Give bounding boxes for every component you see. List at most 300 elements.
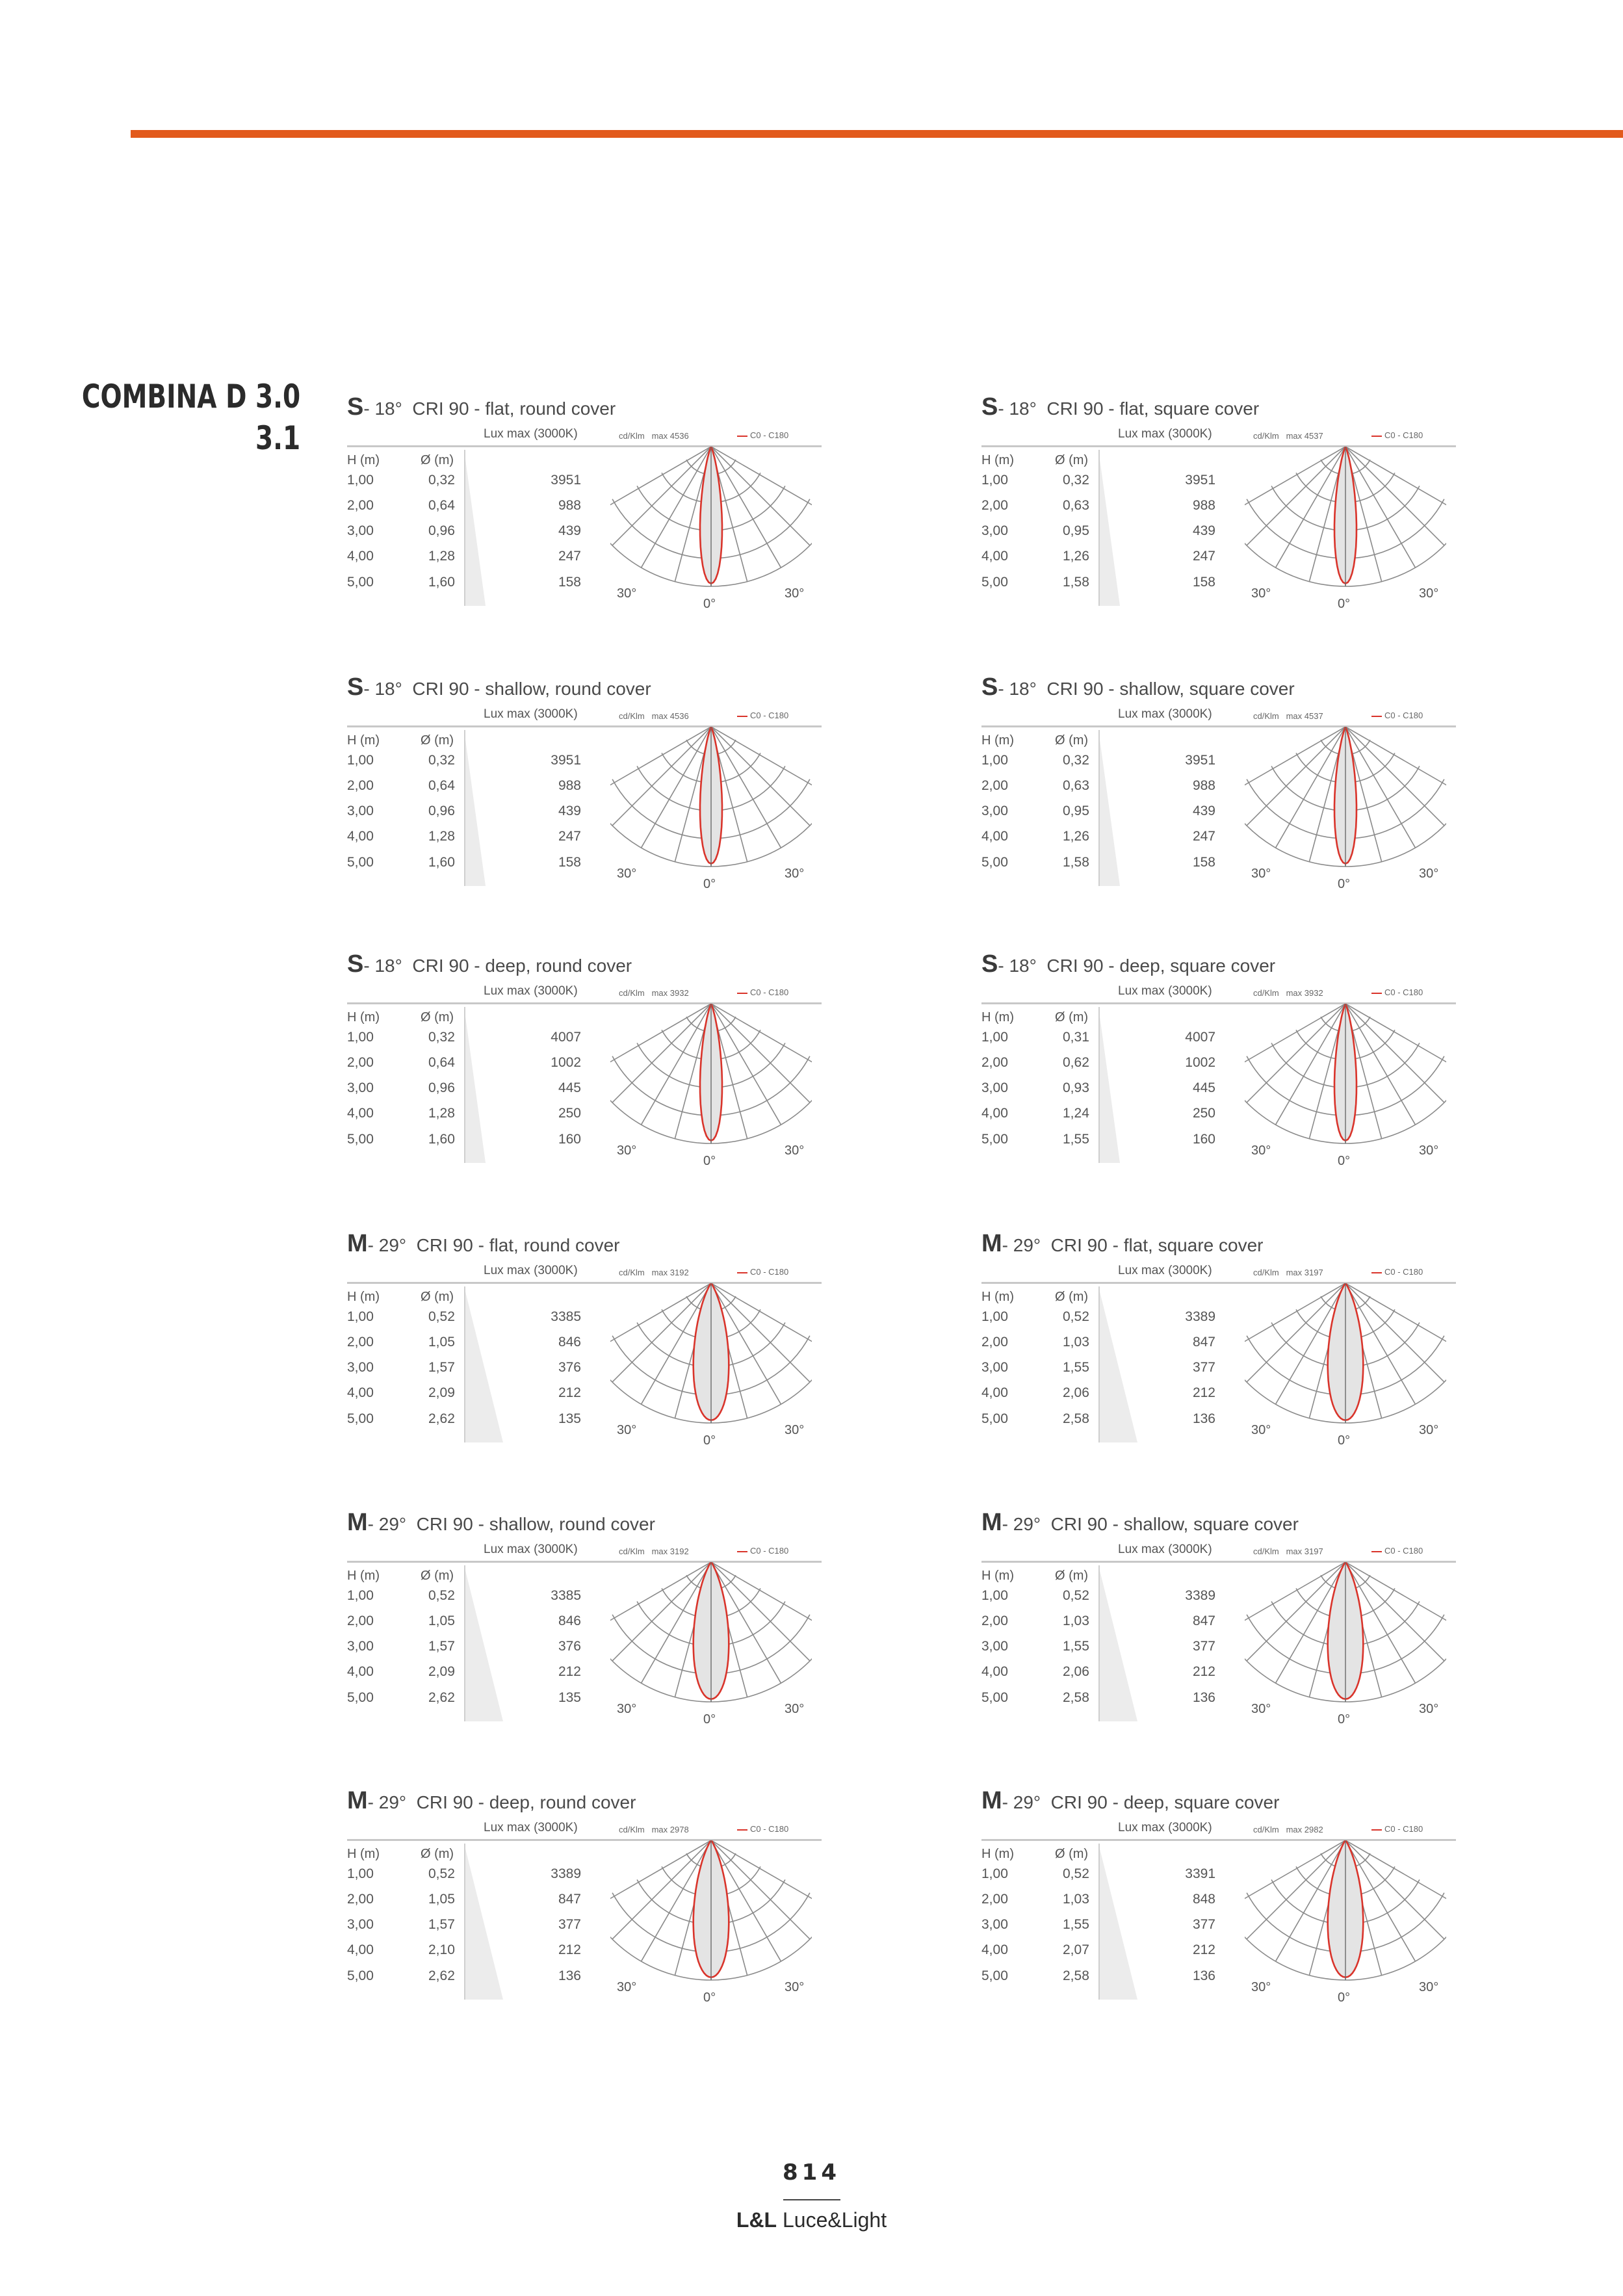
cd-max-value: max 4536 [651,711,689,721]
polar-grid-radial [610,447,711,517]
panel-description: CRI 90 - flat, square cover [1046,398,1260,419]
lux-value: 158 [1192,575,1215,590]
table-row [347,1360,581,1378]
candela-info [619,988,689,998]
height-value: 3,00 [347,803,374,818]
lux-value: 4007 [551,1030,581,1045]
height-value: 1,00 [347,753,374,768]
table-row [981,829,1215,847]
diameter-value: 1,55 [1063,1132,1089,1147]
table-row [981,1690,1215,1708]
angle-label-right: 30° [785,586,805,601]
diameter-value: 2,06 [1063,1385,1089,1400]
photometric-panel [981,1230,1456,1444]
polar-grid-radial [1247,1004,1345,1102]
lux-value: 848 [1192,1892,1215,1907]
photometric-panel [347,1509,822,1723]
angle-label-right: 30° [785,1980,805,1994]
beam-angle: - 29° [1002,1792,1041,1812]
table-row [981,803,1215,822]
beam-angle: - 29° [367,1514,407,1534]
cd-max-value: max 3932 [1286,988,1323,998]
lux-value: 3951 [551,753,581,768]
lux-value: 250 [558,1106,581,1121]
height-value: 3,00 [347,1639,374,1654]
table-row [347,1588,581,1606]
candela-info [1253,1268,1323,1277]
panel-description: CRI 90 - shallow, square cover [1050,1514,1299,1534]
diameter-value: 2,62 [428,1690,455,1705]
diameter-column-header: Ø (m) [421,453,454,467]
table-row [981,855,1215,873]
legend-swatch [1371,993,1382,994]
beam-size: M [347,1230,368,1257]
lux-value: 377 [1192,1917,1215,1932]
table-row [981,1968,1215,1987]
diameter-value: 0,64 [428,778,455,793]
height-value: 4,00 [347,829,374,844]
candela-info [619,1268,689,1277]
polar-grid-radial [711,447,812,517]
legend-swatch [737,1272,747,1273]
lux-max-header: Lux max (3000K) [484,1821,578,1834]
lux-value: 988 [1192,498,1215,513]
height-value: 5,00 [347,1411,374,1426]
beam-size: M [981,1787,1002,1814]
polar-grid-radial [1247,727,1345,826]
height-value: 5,00 [981,575,1008,590]
angle-label-right: 30° [1419,1143,1439,1158]
polar-grid-radial [1345,1004,1444,1102]
angle-label-zero: 0° [703,877,716,889]
height-value: 5,00 [347,575,374,590]
lux-value: 212 [1192,1385,1215,1400]
legend-swatch [1371,436,1382,437]
lux-value: 160 [558,1132,581,1147]
cdklm-unit: cd/Klm [619,988,645,998]
brand-logo-text: L&L [736,2208,777,2232]
diameter-value: 2,58 [1063,1411,1089,1426]
height-column-header: H (m) [347,1569,380,1583]
beam-angle: - 18° [363,398,402,419]
angle-label-left: 30° [617,1702,637,1716]
legend-label: C0 - C180 [750,1267,789,1277]
panel-title [981,950,1275,978]
table-row [347,575,581,593]
lux-value: 439 [558,803,581,818]
lux-max-header: Lux max (3000K) [484,1543,578,1556]
lux-value: 212 [1192,1942,1215,1957]
lux-value: 212 [558,1664,581,1679]
angle-label-right: 30° [1419,1702,1439,1716]
angle-label-zero: 0° [703,1990,716,2003]
table-row [347,549,581,567]
lux-value: 445 [558,1080,581,1095]
cdklm-unit: cd/Klm [619,1268,645,1277]
lux-value: 846 [558,1613,581,1628]
table-row [347,1690,581,1708]
accent-bar [131,130,1623,138]
legend-label: C0 - C180 [750,1546,789,1556]
height-value: 3,00 [347,1080,374,1095]
height-value: 2,00 [981,778,1008,793]
lux-value: 1002 [551,1055,581,1070]
table-row [347,1411,581,1429]
table-row [347,753,581,771]
height-value: 3,00 [347,523,374,538]
legend-swatch [737,716,747,717]
height-value: 1,00 [347,1588,374,1603]
polar-diagram [610,727,812,889]
table-row [347,523,581,541]
height-value: 2,00 [347,1055,374,1070]
table-row [981,575,1215,593]
polar-grid-radial [612,1004,711,1102]
diameter-value: 1,28 [428,549,455,564]
curve-legend [1371,1824,1423,1834]
table-row [981,498,1215,516]
curve-legend [737,1824,788,1834]
legend-swatch [1371,1272,1382,1273]
polar-diagram [1245,1562,1446,1725]
angle-label-left: 30° [1251,1980,1271,1994]
angle-label-right: 30° [785,1143,805,1158]
table-row [347,1335,581,1353]
polar-grid-radial [612,447,711,545]
diameter-value: 1,60 [428,575,455,590]
angle-label-left: 30° [1251,1702,1271,1716]
lux-value: 135 [558,1690,581,1705]
lux-value: 377 [1192,1360,1215,1375]
angle-label-zero: 0° [703,1154,716,1166]
candela-info [1253,1825,1323,1834]
height-value: 3,00 [347,1917,374,1932]
diameter-column-header: Ø (m) [1055,1010,1089,1024]
legend-swatch [737,1551,747,1552]
table-row [347,1309,581,1327]
curve-legend [1371,987,1423,997]
footer-divider [783,2199,840,2200]
diameter-value: 1,55 [1063,1639,1089,1654]
beam-size: M [347,1787,368,1814]
lux-value: 847 [558,1892,581,1907]
table-row [981,1080,1215,1099]
panel-description: CRI 90 - deep, square cover [1050,1792,1280,1812]
diameter-value: 0,32 [1063,473,1089,488]
height-value: 2,00 [347,1892,374,1907]
cdklm-unit: cd/Klm [1253,988,1279,998]
height-value: 2,00 [347,1613,374,1628]
height-value: 1,00 [347,1030,374,1045]
polar-grid-radial [711,447,810,545]
polar-grid-radial [610,727,711,797]
beam-angle: - 29° [367,1235,407,1255]
cd-max-value: max 4537 [1286,431,1323,441]
photometric-panel [981,1787,1456,2002]
height-value: 4,00 [981,1385,1008,1400]
lux-value: 3389 [1185,1309,1215,1324]
table-row [347,1942,581,1961]
lux-max-header: Lux max (3000K) [1118,1821,1212,1834]
legend-label: C0 - C180 [750,430,789,440]
legend-swatch [737,993,747,994]
height-value: 5,00 [347,1968,374,1983]
height-value: 4,00 [347,1942,374,1957]
table-row [347,778,581,796]
diameter-column-header: Ø (m) [1055,453,1089,467]
panel-title [347,1509,655,1537]
polar-grid-radial [711,1004,812,1074]
angle-label-right: 30° [1419,1980,1439,1994]
lux-max-header: Lux max (3000K) [484,707,578,721]
cdklm-unit: cd/Klm [1253,1268,1279,1277]
height-value: 3,00 [981,1080,1008,1095]
table-row [981,1309,1215,1327]
diameter-value: 0,96 [428,803,455,818]
table-row [347,1664,581,1682]
angle-label-left: 30° [617,1980,637,1994]
height-value: 5,00 [347,1690,374,1705]
polar-grid-radial [1345,727,1444,826]
diameter-value: 0,64 [428,498,455,513]
height-value: 1,00 [981,1866,1008,1881]
lux-value: 3385 [551,1588,581,1603]
diameter-column-header: Ø (m) [1055,1847,1089,1861]
diameter-value: 0,95 [1063,523,1089,538]
height-value: 5,00 [347,855,374,870]
polar-grid-radial [1245,447,1345,517]
curve-legend [737,1267,788,1277]
table-row [347,829,581,847]
diameter-value: 1,05 [428,1335,455,1350]
height-value: 4,00 [981,829,1008,844]
table-row [981,1335,1215,1353]
height-value: 5,00 [981,1690,1008,1705]
diameter-value: 1,57 [428,1639,455,1654]
diameter-value: 1,60 [428,855,455,870]
panel-title [981,1509,1299,1537]
beam-angle: - 18° [998,679,1037,699]
legend-label: C0 - C180 [750,987,789,997]
photometric-panel [347,393,822,608]
curve-legend [737,711,788,720]
lux-value: 3389 [551,1866,581,1881]
lux-value: 3951 [1185,473,1215,488]
curve-legend [1371,711,1423,720]
height-value: 1,00 [981,1309,1008,1324]
cdklm-unit: cd/Klm [1253,711,1279,721]
height-value: 5,00 [981,1968,1008,1983]
diameter-value: 1,58 [1063,855,1089,870]
lux-max-header: Lux max (3000K) [1118,1264,1212,1277]
lux-value: 376 [558,1639,581,1654]
lux-value: 377 [558,1917,581,1932]
height-value: 1,00 [347,1866,374,1881]
table-row [347,1106,581,1124]
diameter-value: 1,57 [428,1360,455,1375]
table-row [347,803,581,822]
lux-max-header: Lux max (3000K) [484,1264,578,1277]
legend-label: C0 - C180 [1384,430,1423,440]
angle-label-left: 30° [1251,1423,1271,1437]
legend-swatch [1371,1551,1382,1552]
diameter-value: 1,03 [1063,1335,1089,1350]
lux-value: 212 [1192,1664,1215,1679]
beam-angle: - 29° [367,1792,407,1812]
table-row [981,1866,1215,1885]
height-column-header: H (m) [347,453,380,467]
lux-value: 136 [1192,1690,1215,1705]
height-value: 1,00 [981,753,1008,768]
table-row [347,498,581,516]
candela-info [1253,711,1323,721]
beam-size: S [981,950,998,978]
height-column-header: H (m) [347,733,380,748]
angle-label-right: 30° [1419,867,1439,881]
lux-value: 377 [1192,1639,1215,1654]
table-row [347,1892,581,1910]
curve-legend [737,430,788,440]
curve-legend [1371,430,1423,440]
angle-label-right: 30° [785,867,805,881]
angle-label-zero: 0° [703,597,716,609]
height-value: 4,00 [981,549,1008,564]
brand-name: Luce&Light [782,2208,887,2232]
beam-size: M [981,1509,1002,1536]
height-value: 2,00 [347,498,374,513]
polar-grid-radial [1245,727,1345,797]
diameter-column-header: Ø (m) [1055,1569,1089,1583]
product-title-line1: COMBINA D 3.0 [81,378,300,415]
diameter-value: 2,06 [1063,1664,1089,1679]
cd-max-value: max 4536 [651,431,689,441]
height-value: 2,00 [981,1335,1008,1350]
cd-max-value: max 2978 [651,1825,689,1834]
height-value: 3,00 [981,1917,1008,1932]
diameter-value: 0,52 [428,1588,455,1603]
panel-description: CRI 90 - flat, round cover [412,398,616,419]
cdklm-unit: cd/Klm [1253,1825,1279,1834]
candela-info [619,1546,689,1556]
diameter-value: 0,32 [428,473,455,488]
lux-max-header: Lux max (3000K) [484,984,578,998]
photometric-panel [981,1509,1456,1723]
panel-description: CRI 90 - flat, round cover [416,1235,620,1255]
cdklm-unit: cd/Klm [619,1546,645,1556]
photometric-panel [347,673,822,888]
diameter-value: 1,57 [428,1917,455,1932]
panel-title [347,1230,619,1258]
panel-description: CRI 90 - shallow, square cover [1046,679,1295,699]
angle-label-left: 30° [617,1423,637,1437]
diameter-value: 0,32 [428,753,455,768]
table-row [981,1613,1215,1632]
curve-legend [1371,1546,1423,1556]
height-value: 5,00 [347,1132,374,1147]
diameter-value: 0,64 [428,1055,455,1070]
angle-label-right: 30° [785,1423,805,1437]
height-column-header: H (m) [981,453,1014,467]
candela-info [1253,1546,1323,1556]
diameter-value: 1,60 [428,1132,455,1147]
polar-grid-radial [1345,447,1446,517]
lux-value: 847 [1192,1613,1215,1628]
polar-diagram [610,1840,812,2003]
height-value: 2,00 [981,1613,1008,1628]
table-row [347,1968,581,1987]
table-row [981,1385,1215,1403]
table-row [347,855,581,873]
polar-diagram [1245,1283,1446,1446]
height-value: 4,00 [347,1385,374,1400]
height-value: 4,00 [981,1664,1008,1679]
beam-angle: - 18° [363,679,402,699]
beam-size: S [347,950,364,978]
cd-max-value: max 3197 [1286,1268,1323,1277]
lux-value: 988 [558,498,581,513]
table-row [981,1664,1215,1682]
angle-label-zero: 0° [1338,597,1351,609]
diameter-column-header: Ø (m) [421,1010,454,1024]
diameter-value: 2,62 [428,1968,455,1983]
height-value: 3,00 [981,1360,1008,1375]
diameter-value: 0,52 [428,1309,455,1324]
candela-info [619,431,689,441]
angle-label-left: 30° [617,586,637,601]
diameter-value: 0,93 [1063,1080,1089,1095]
lux-value: 445 [1192,1080,1215,1095]
diameter-value: 0,52 [1063,1866,1089,1881]
height-column-header: H (m) [981,1010,1014,1024]
lux-value: 158 [1192,855,1215,870]
photometric-panel [981,950,1456,1165]
diameter-value: 0,62 [1063,1055,1089,1070]
lux-value: 247 [1192,549,1215,564]
table-row [347,1639,581,1657]
legend-label: C0 - C180 [1384,1824,1423,1834]
diameter-column-header: Ø (m) [421,1290,454,1304]
angle-label-right: 30° [1419,1423,1439,1437]
table-row [347,1080,581,1099]
lux-value: 250 [1192,1106,1215,1121]
angle-label-zero: 0° [1338,1990,1351,2003]
angle-label-left: 30° [1251,867,1271,881]
panel-title [981,1230,1263,1258]
diameter-value: 1,55 [1063,1360,1089,1375]
angle-label-zero: 0° [1338,877,1351,889]
cd-max-value: max 3192 [651,1546,689,1556]
diameter-value: 1,03 [1063,1613,1089,1628]
cdklm-unit: cd/Klm [619,1825,645,1834]
lux-value: 4007 [1185,1030,1215,1045]
cdklm-unit: cd/Klm [1253,1546,1279,1556]
panel-title [981,673,1295,701]
table-row [981,1132,1215,1150]
lux-max-header: Lux max (3000K) [484,427,578,441]
diameter-value: 0,52 [1063,1588,1089,1603]
diameter-value: 1,03 [1063,1892,1089,1907]
height-value: 5,00 [981,855,1008,870]
diameter-column-header: Ø (m) [1055,1290,1089,1304]
lux-value: 212 [558,1385,581,1400]
table-row [981,1639,1215,1657]
panel-title [347,950,632,978]
height-value: 1,00 [347,473,374,488]
table-row [981,1892,1215,1910]
height-column-header: H (m) [981,1569,1014,1583]
cd-max-value: max 3932 [651,988,689,998]
height-column-header: H (m) [981,1290,1014,1304]
